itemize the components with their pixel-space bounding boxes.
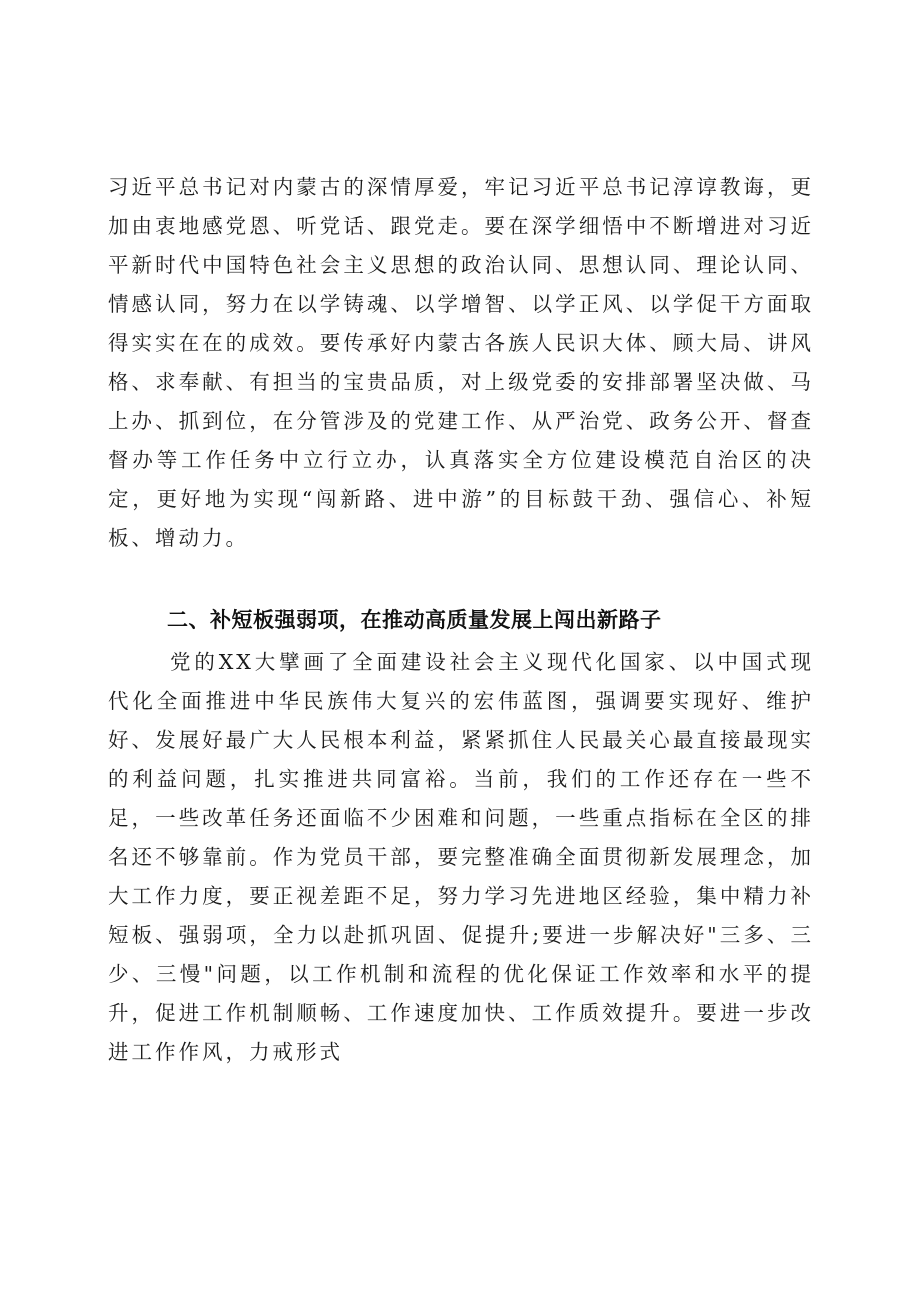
body-paragraph-1: 习近平总书记对内蒙古的深情厚爱，牢记习近平总书记淳谆教诲，更加由衷地感党恩、听党话、跟党走。要在深学细悟中不断增进对习近平新时代中国特色社会主义思想的政治认同、思想认同、理论认同、情感认同，努力在以学铸魂、以学增智、以学正风、以学促干方面取得实实在在的成效。要传承好内蒙古各族人民识大体、顾大局、讲风格、求奉献、有担当的宝贵品质，对上级党委的安排部署坚决做、马上办、抓到位，在分管涉及的党建工作、从严治党、政务公开、督查督办等工作任务中立行立办，认真落实全方位建设模范自治区的决定，更好地为实现“闯新路、进中游”的目标鼓干劲、强信心、补短板、增动力。	[108, 175, 814, 550]
section-heading-2: 二、补短板强弱项，在推动高质量发展上闯出新路子	[167, 608, 662, 632]
body-paragraph-2: 党的XX大擘画了全面建设社会主义现代化国家、以中国式现代化全面推进中华民族伟大复兴的宏伟蓝图，强调要实现好、维护好、发展好最广大人民根本利益，紧紧抓住人民最关心最直接最现实的利益问题，扎实推进共同富裕。当前，我们的工作还存在一些不足，一些改革任务还面临不少困难和问题，一些重点指标在全区的排名还不够靠前。作为党员干部，要完整准确全面贯彻新发展理念，加大工作力度，要正视差距不足，努力学习先进地区经验，集中精力补短板、强弱项，全力以赴抓巩固、促提升;要进一步解决好"三多、三少、三慢"问题，以工作机制和流程的优化保证工作效率和水平的提升，促进工作机制顺畅、工作速度加快、工作质效提升。要进一步改进工作作风，力戒形式	[108, 650, 814, 1064]
